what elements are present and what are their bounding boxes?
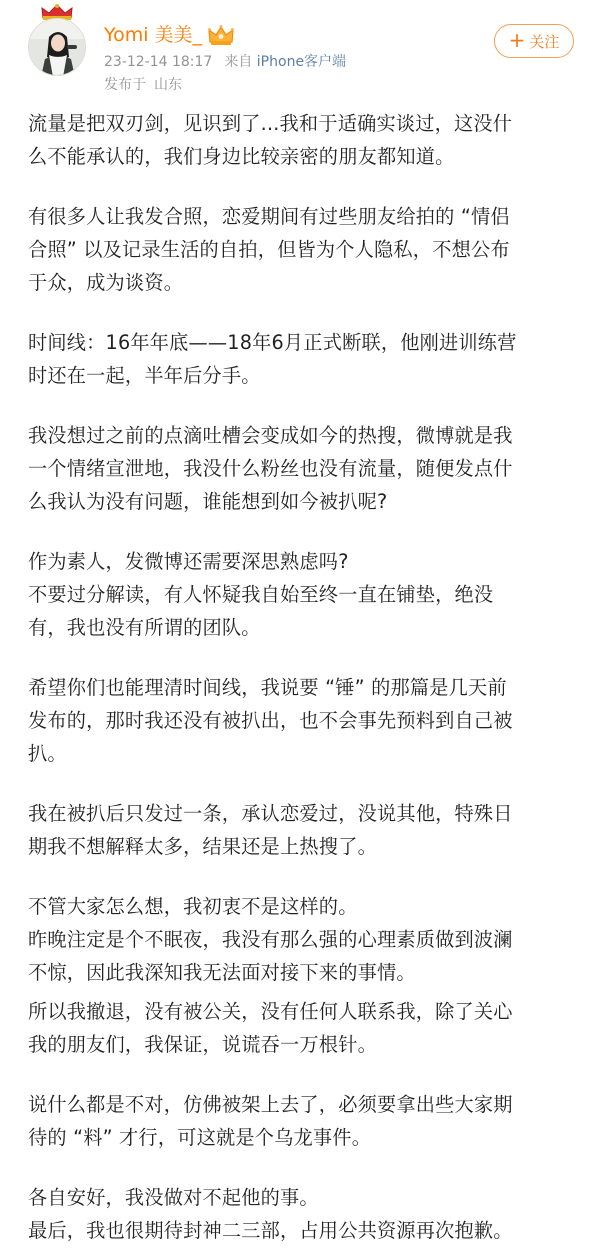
client-link[interactable]: iPhone客户端 bbox=[256, 54, 347, 70]
post-location bbox=[104, 76, 182, 94]
post-line: 不惊，因此我深知我无法面对接下来的事情。 bbox=[28, 961, 416, 984]
post-line: 有很多人让我发合照，恋爱期间有过些朋友给拍的 “情侣 bbox=[28, 205, 510, 228]
post-line: 有，我也没有所谓的团队。 bbox=[28, 616, 261, 639]
post-line: 合照” 以及记录生活的自拍，但皆为个人隐私，不想公布 bbox=[28, 238, 510, 261]
location-prefix: 发布于 bbox=[104, 77, 146, 93]
post-line: 期我不想解释太多，结果还是上热搜了。 bbox=[28, 835, 377, 858]
plus-icon: + bbox=[508, 28, 526, 52]
post-content bbox=[28, 107, 584, 1247]
post-line: 各自安好，我没做对不起他的事。 bbox=[28, 1186, 319, 1209]
post-line: 流量是把双刃剑，见识到了...我和于适确实谈过，这没什 bbox=[28, 112, 513, 135]
post-line: 最后，我也很期待封神二三部，占用公共资源再次抱歉。 bbox=[28, 1219, 513, 1242]
post-meta bbox=[104, 53, 346, 71]
author-name[interactable]: Yomi 美美_ bbox=[104, 24, 203, 46]
post-line: 发布的，那时我还没有被扒出，也不会事先预料到自己被 bbox=[28, 709, 513, 732]
post-line: 不要过分解读，有人怀疑我自始至终一直在铺垫，绝没 bbox=[28, 583, 494, 606]
post-line: 时还在一起，半年后分手。 bbox=[28, 364, 261, 387]
post-line: 说什么都是不对，仿佛被架上去了，必须要拿出些大家期 bbox=[28, 1093, 513, 1116]
post-line: 扒。 bbox=[28, 742, 67, 765]
post-line: 所以我撤退，没有被公关，没有任何人联系我，除了关心 bbox=[28, 1000, 513, 1023]
post-line: 作为素人，发微博还需要深思熟虑吗? bbox=[28, 550, 349, 573]
post-timestamp: 23-12-14 18:17 bbox=[104, 54, 213, 70]
post-line: 不管大家怎么想，我初衷不是这样的。 bbox=[28, 895, 358, 918]
post-line: 昨晚注定是个不眠夜，我没有那么强的心理素质做到波澜 bbox=[28, 928, 513, 951]
post-line: 我在被扒后只发过一条，承认恋爱过，没说其他，特殊日 bbox=[28, 802, 513, 825]
vip-crown-icon[interactable] bbox=[208, 24, 234, 46]
post-line: 待的 “料” 才行，可这就是个乌龙事件。 bbox=[28, 1126, 372, 1149]
follow-button[interactable] bbox=[494, 24, 574, 58]
post-line: 时间线：16年年底——18年6月正式断联，他刚进训练营 bbox=[28, 331, 517, 354]
post-line: 一个情绪宣泄地，我没什么粉丝也没有流量，随便发点什 bbox=[28, 457, 513, 480]
post-line: 么我认为没有问题，谁能想到如今被扒呢? bbox=[28, 490, 388, 513]
avatar[interactable] bbox=[26, 4, 88, 76]
follow-button-label: 关注 bbox=[529, 32, 560, 51]
avatar-icon bbox=[28, 18, 86, 76]
author-name-row bbox=[104, 22, 234, 48]
post-line: 我的朋友们，我保证，说谎吞一万根针。 bbox=[28, 1033, 377, 1056]
post-line: 么不能承认的，我们身边比较亲密的朋友都知道。 bbox=[28, 145, 455, 168]
post-line: 我没想过之前的点滴吐槽会变成如今的热搜，微博就是我 bbox=[28, 424, 513, 447]
post-line: 于众，成为谈资。 bbox=[28, 271, 184, 294]
post-header bbox=[0, 0, 608, 108]
source-prefix: 来自 bbox=[224, 54, 253, 70]
location-name: 山东 bbox=[154, 77, 182, 93]
post-line: 希望你们也能理清时间线，我说要 “锤” 的那篇是几天前 bbox=[28, 676, 507, 699]
